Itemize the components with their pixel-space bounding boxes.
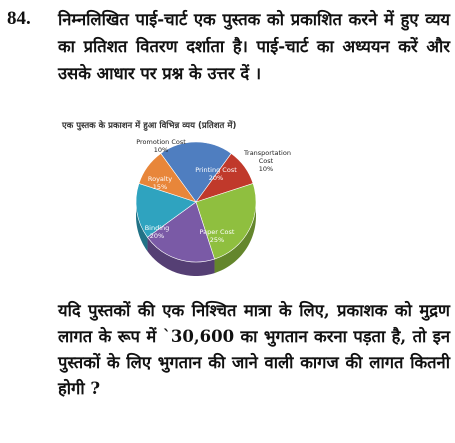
- slice-name: Printing Cost: [195, 166, 237, 174]
- slice-value: 10%: [258, 165, 274, 173]
- slice-value: 20%: [208, 174, 224, 182]
- question-intro: निम्नलिखित पाई-चार्ट एक पुस्तक को प्रकाशित करने में हुए व्यय का प्रतिशत वितरण दर्शाता है। पाई-चार्ट का अध्ययन करें और उसके आधार पर प्रश्न के उत्तर दें ।: [58, 10, 450, 83]
- slice-label-paper: [197, 228, 237, 244]
- slice-name: Binding: [144, 224, 170, 232]
- slice-value: 25%: [209, 236, 225, 244]
- slice-value: 10%: [153, 146, 169, 154]
- slice-name: Promotion Cost: [136, 138, 186, 146]
- slice-value: 15%: [152, 183, 168, 191]
- slice-name: Transportation Cost: [244, 149, 291, 165]
- slice-name: Paper Cost: [199, 228, 235, 236]
- slice-label-transportation: [244, 149, 291, 173]
- question-prompt: यदि पुस्तकों की एक निश्चित मात्रा के लिए, प्रकाशक को मुद्रण लागत के रूप में `30,600 का भुगतान करना पड़ता है, तो इन पुस्तकों के लिए भुगतान की जाने वाली कागज की लागत कितनी होगी ?: [58, 301, 450, 398]
- slice-label-printing: [194, 166, 238, 182]
- slice-label-royalty: [143, 175, 177, 191]
- slice-label-promotion: [136, 138, 186, 154]
- chart-title: एक पुस्तक के प्रकाशन में हुआ विभिन्न व्यय (प्रतिशत में): [62, 121, 237, 131]
- slice-value: 20%: [149, 232, 165, 240]
- question-number: 84.: [7, 8, 31, 29]
- slice-label-binding: [137, 224, 177, 240]
- slice-name: Royalty: [147, 175, 173, 183]
